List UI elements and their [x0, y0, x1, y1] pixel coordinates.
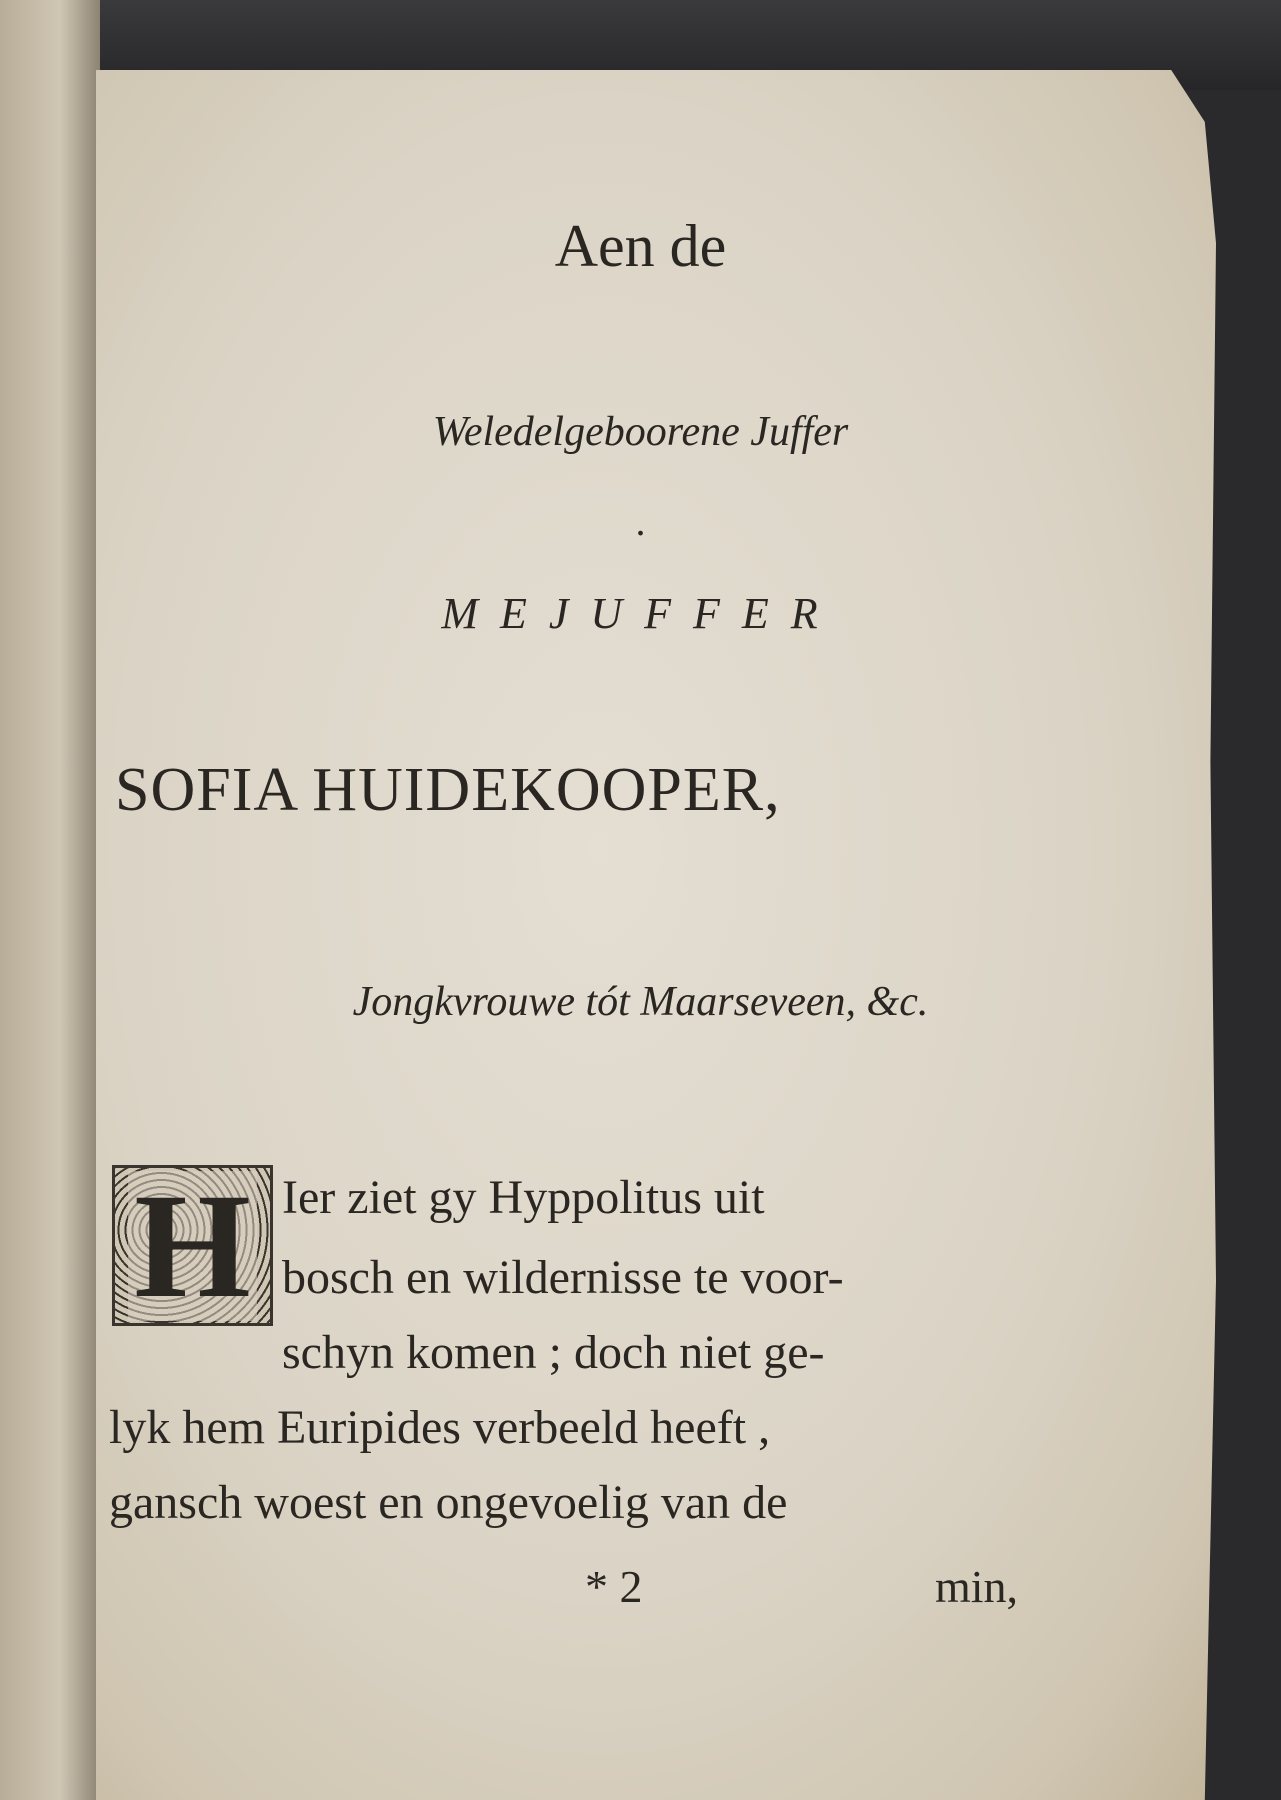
title-word: MEJUFFER — [441, 589, 840, 638]
body-line: Ier ziet gy Hyppolitus uit — [282, 1171, 765, 1224]
body-line: schyn komen ; doch niet ge- — [282, 1326, 825, 1379]
catchword: min, — [935, 1561, 1019, 1612]
body-line: bosch en wildernisse te voor- — [282, 1251, 844, 1304]
honorific: Weledelgeboorene Juffer — [432, 409, 849, 455]
subtitle: Jongkvrouwe tót Maarseveen, &c. — [352, 979, 929, 1025]
book-page — [96, 70, 1216, 1800]
body-line: gansch woest en ongevoelig van de — [109, 1476, 788, 1529]
decorated-initial — [112, 1162, 273, 1329]
signature-mark: * 2 — [585, 1561, 643, 1612]
heading: Aen de — [554, 213, 727, 279]
dedicatee-name: SOFIA HUIDEKOOPER, — [115, 756, 781, 824]
separator: . — [635, 499, 646, 544]
body-line: lyk hem Euripides verbeeld heeft , — [109, 1401, 771, 1454]
drop-cap-letter: H — [128, 1171, 257, 1321]
